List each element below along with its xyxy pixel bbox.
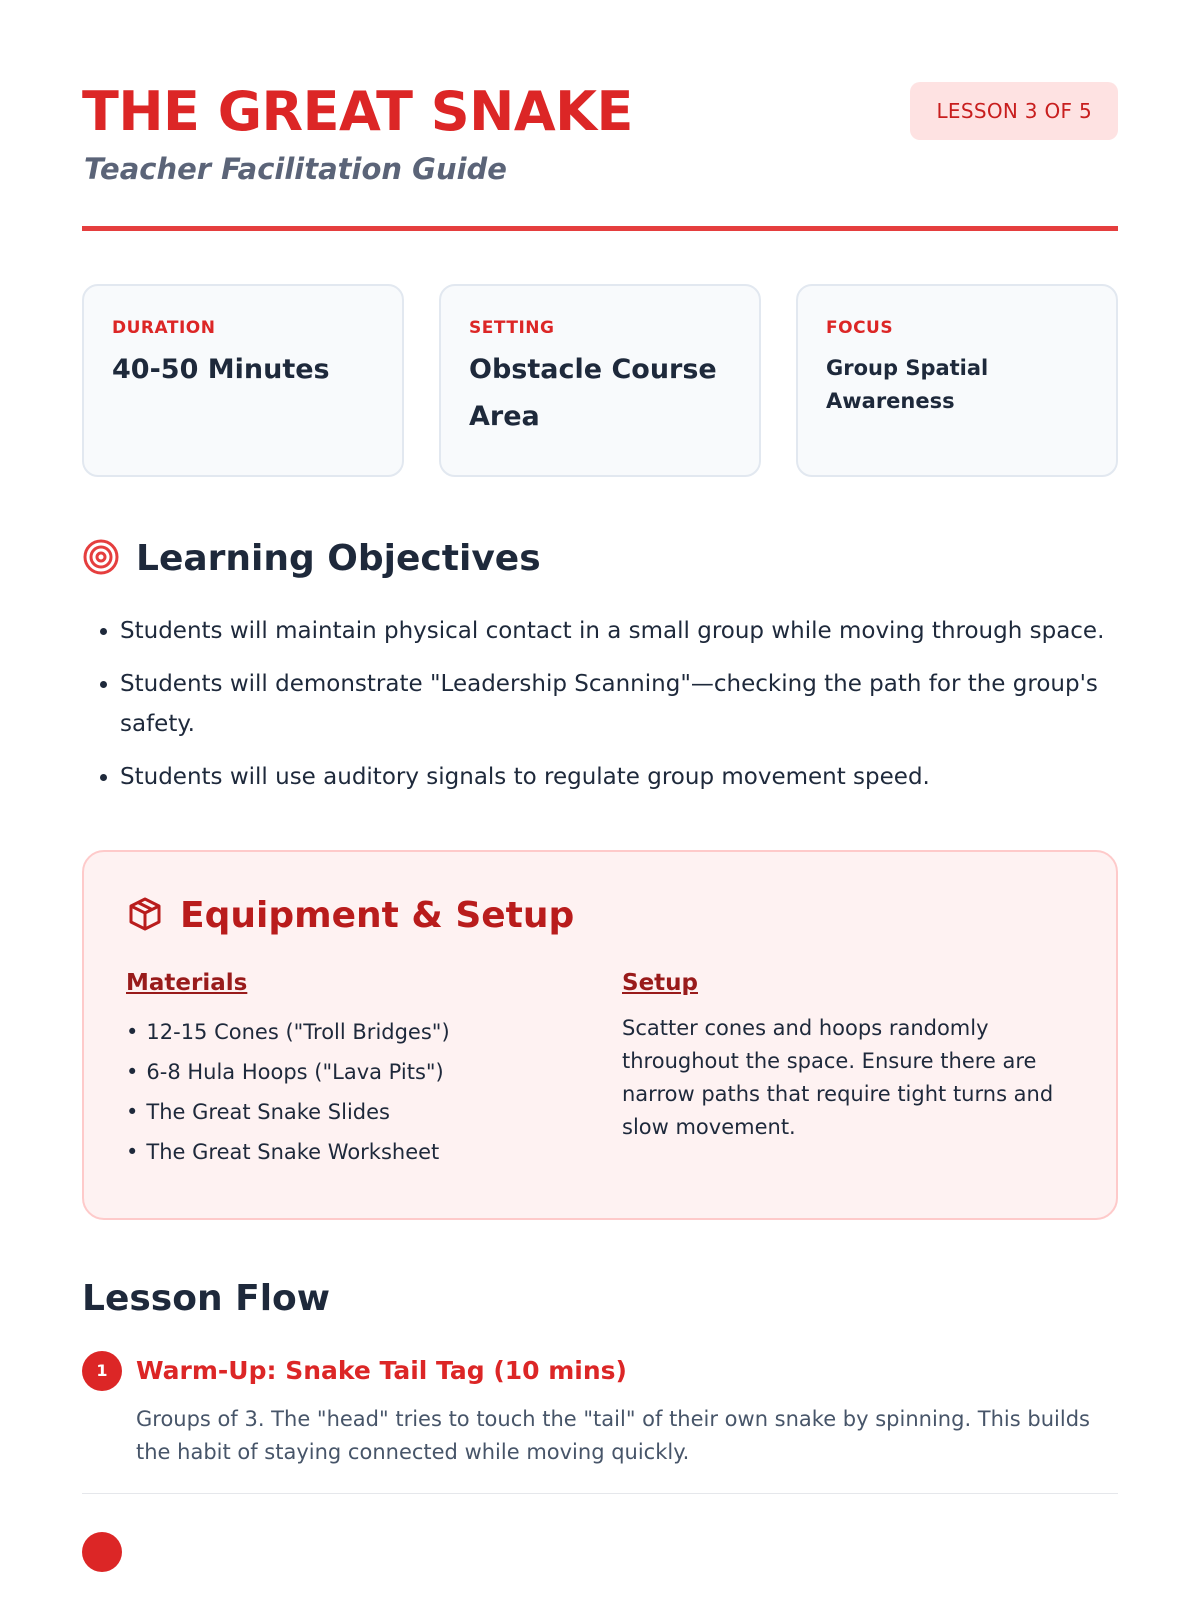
section-heading	[82, 537, 1118, 581]
step-heading	[82, 1351, 1118, 1391]
materials-column	[126, 968, 622, 1172]
material-text: The Great Snake Slides	[146, 1100, 390, 1124]
materials-title: Materials	[126, 970, 248, 996]
section-heading	[126, 894, 1074, 938]
step-divider	[82, 1493, 1118, 1494]
duration-card	[82, 284, 404, 477]
equipment-title: Equipment & Setup	[180, 895, 575, 936]
step-number-badge: 1	[82, 1351, 122, 1391]
list-item: • Students will demonstrate "Leadership Scanning"—checking the path for the group's safety.	[120, 664, 1118, 744]
material-text: 6-8 Hula Hoops ("Lava Pits")	[146, 1060, 444, 1084]
list-item	[126, 1052, 622, 1092]
card-label: SETTING	[469, 318, 555, 338]
page-title: THE GREAT SNAKE	[82, 80, 633, 143]
setup-text: Scatter cones and hoops randomly throughout the space. Ensure there are narrow paths that require tight turns and slow movement.	[622, 1016, 1054, 1139]
list-item	[126, 1012, 622, 1052]
guide-header	[82, 0, 1118, 231]
setting-card	[439, 284, 761, 477]
materials-list	[126, 1012, 622, 1172]
step-title: Warm-Up: Snake Tail Tag (10 mins)	[136, 1356, 627, 1385]
equipment-setup-panel	[82, 850, 1118, 1220]
card-label: DURATION	[112, 318, 216, 338]
objectives-list	[82, 611, 1118, 797]
bullet: •	[126, 1020, 139, 1044]
lesson-flow-title: Lesson Flow	[82, 1278, 331, 1319]
objectives-title: Learning Objectives	[136, 538, 541, 579]
bullet: •	[126, 1100, 139, 1124]
card-value: Obstacle Course Area	[469, 354, 717, 432]
lesson-step	[82, 1351, 1118, 1469]
bullet: •	[126, 1060, 139, 1084]
step-description: Groups of 3. The "head" tries to touch the "tail" of their own snake by spinning. This builds the habit of staying connected while moving quickly.	[136, 1407, 1090, 1464]
focus-card	[796, 284, 1118, 477]
list-item: • Students will use auditory signals to regulate group movement speed.	[120, 757, 1118, 797]
list-item	[126, 1132, 622, 1172]
lesson-badge: LESSON 3 OF 5	[910, 82, 1118, 140]
info-cards	[82, 284, 1118, 477]
material-text: The Great Snake Worksheet	[146, 1140, 440, 1164]
lesson-flow-section	[82, 1277, 1118, 1572]
learning-objectives-section	[82, 537, 1118, 797]
step-number-badge	[82, 1532, 122, 1572]
box-icon	[126, 895, 164, 937]
equipment-columns	[126, 968, 1074, 1172]
list-item	[126, 1092, 622, 1132]
list-item: • Students will maintain physical contact in a small group while moving through space.	[120, 611, 1118, 651]
target-icon	[82, 538, 120, 580]
setup-column	[622, 968, 1068, 1172]
setup-title: Setup	[622, 970, 698, 996]
bullet: •	[126, 1140, 139, 1164]
card-label: FOCUS	[826, 318, 894, 338]
page-subtitle: Teacher Facilitation Guide	[84, 152, 507, 186]
card-value: 40-50 Minutes	[112, 354, 330, 385]
card-value: Group Spatial Awareness	[826, 356, 989, 413]
material-text: 12-15 Cones ("Troll Bridges")	[146, 1020, 450, 1044]
